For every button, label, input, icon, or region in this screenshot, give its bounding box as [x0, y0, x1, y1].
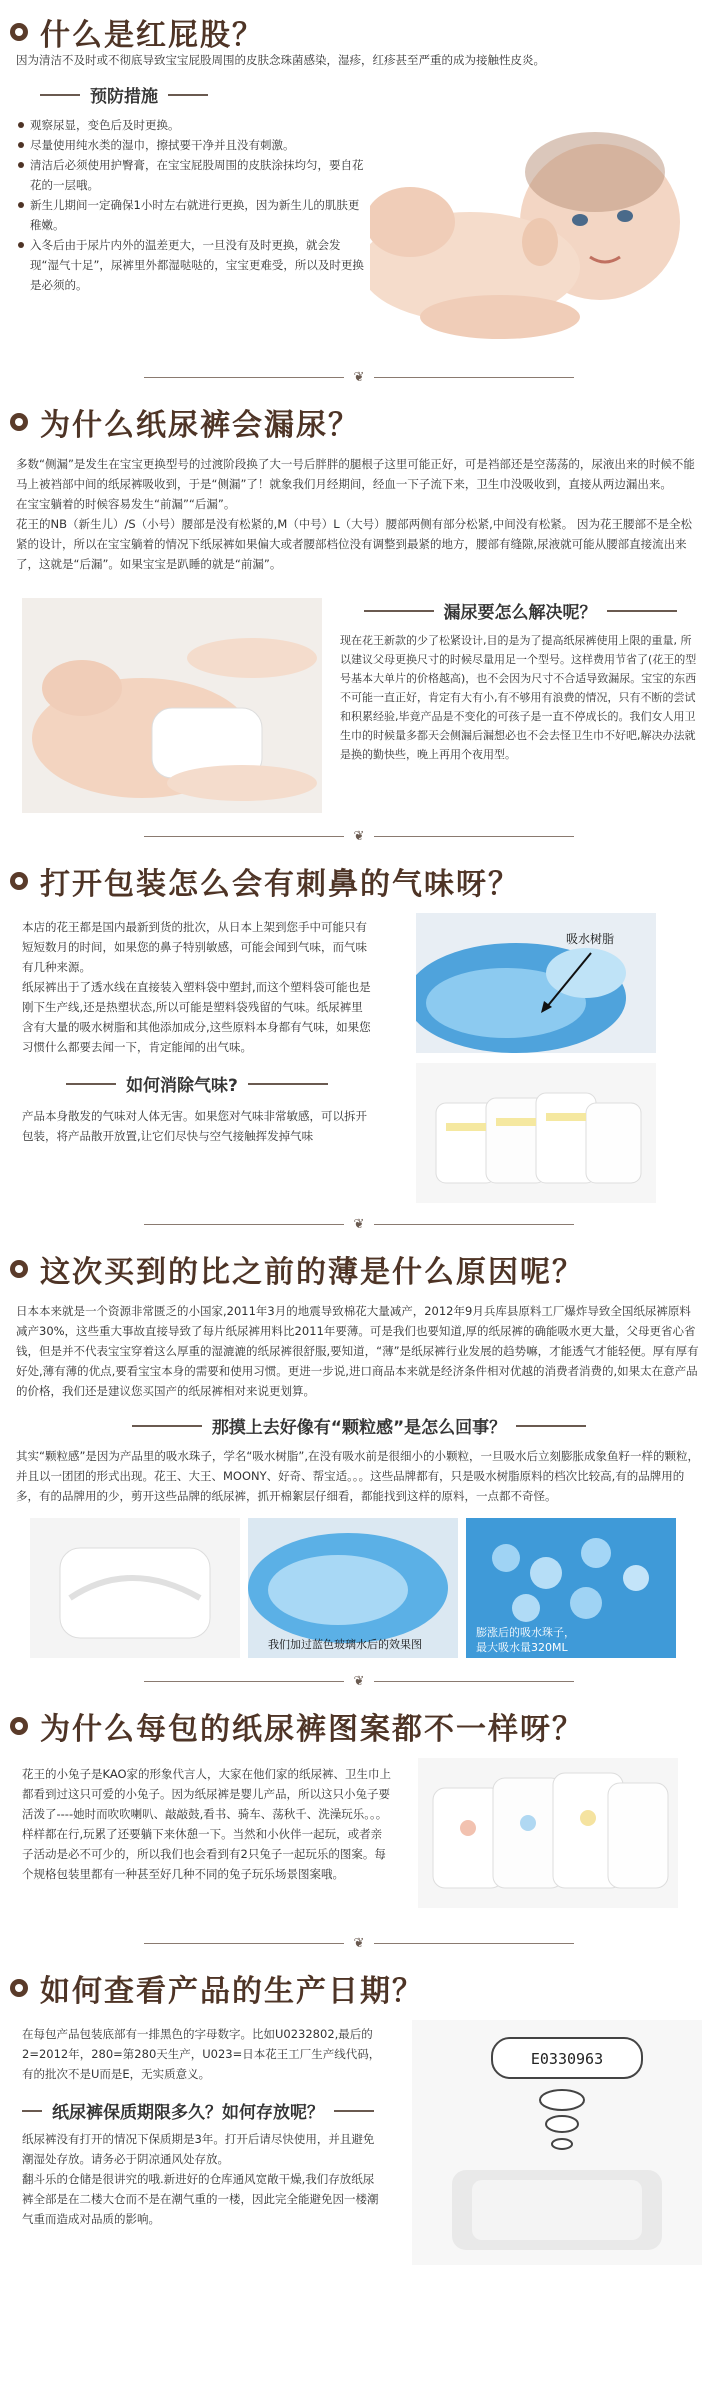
solution-subheading: 漏尿要怎么解决呢？	[340, 598, 700, 623]
section-5-body	[0, 1758, 718, 1930]
prevent-subheading: 预防措施	[40, 82, 280, 107]
paragraph: 翻斗乐的仓储是很讲究的哦.新进好的仓库通风宽敞干燥,我们存放纸尿裤全部是在二楼大仓而不是在潮气重的一楼，因此完全能避免因一楼潮气重而造成对品质的影响。	[22, 2172, 379, 2226]
package-date-photo	[412, 2020, 702, 2265]
date-text-block	[22, 2024, 382, 2229]
prevent-list	[0, 115, 366, 295]
smell-text-block	[22, 917, 372, 1146]
paragraph: 多数“侧漏”是发生在宝宝更换型号的过渡阶段换了大一号后胖胖的腿根子这里可能正好，可是裆部还是空荡荡的，尿液出来的时候不能马上被裆部中间的纸尿裤吸收到，于是“侧漏”了！就象我们月经期间，经血一下子流下来，卫生巾没吸收到，直接从两边漏出来。	[16, 457, 695, 491]
divider: ❦	[0, 1668, 718, 1694]
granule-photos	[0, 1518, 718, 1668]
thinness-text: 日本本来就是一个资源非常匮乏的小国家,2011年3月的地震导致棉花大量减产，2012年9月兵库县原料工厂爆炸导致全国纸尿裤原料减产30%，这些重大事故直接导致了每片纸尿裤用料比2011年要薄。可是我们也要知道,厚的纸尿裤的确能吸水更大量，父母更省心省钱，但是并不代表宝宝穿着这么厚重的湿漉漉的纸尿裤很舒服,要知道，“薄”是纸尿裤行业发展的趋势嘛，才能透气才能轻便。厚有厚有好处,薄有薄的优点,要看宝宝本身的需要和使用习惯。更进一步说,进口商品本来就是经济条件相对优越的消费者消费的,如果太在意产品的价格，我们还是建议您买国产的纸尿裤相对来说更划算。	[16, 1304, 699, 1398]
cut-diaper-photo	[30, 1518, 240, 1658]
bullet-circle-icon	[10, 413, 28, 431]
bullet-circle-icon	[10, 872, 28, 890]
section-1-body	[0, 82, 718, 364]
diaper-change-photo	[22, 598, 322, 813]
section-3-body	[0, 913, 718, 1211]
list-item: 尽量使用纯水类的湿巾，擦拭要干净并且没有刺激。	[16, 135, 366, 155]
section-heading: 为什么每包的纸尿裤图案都不一样呀？	[40, 1712, 584, 1747]
list-item: 观察尿显，变色后及时更换。	[16, 115, 366, 135]
divider: ❦	[0, 1930, 718, 1956]
paragraph: 纸尿裤出于了透水线在直接装入塑料袋中塑封,而这个塑料袋可能也是刚下生产线,还是热塑状态,所以可能是塑料袋残留的气味。纸尿裤里含有大量的吸水树脂和其他添加成分,这些原料本身都有气味，如果您习惯什么都要去闻一下，肯定能闻的出气味。	[22, 980, 371, 1054]
section-1-intro: 因为清洁不及时或不彻底导致宝宝屁股周围的皮肤念珠菌感染，湿疹，红疹甚至严重的成为接触性皮炎。	[16, 53, 545, 67]
bullet-circle-icon	[10, 1717, 28, 1735]
section-heading: 打开包装怎么会有刺鼻的气味呀？	[40, 867, 520, 902]
solution-text: 现在花王新款的少了松紧设计,目的是为了提高纸尿裤使用上限的重量, 所以建议父母更换尺寸的时候尽量用足一个型号。这样费用节省了(花王的型号基本大单片的价格越高)，也不会因为尺寸不合适导致漏尿。宝宝的东西不可能一直正好，肯定有大有小,有不够用有浪费的情况，只有不断的尝试和积累经验,毕竟产品是不变化的可孩子是一直不停成长的。我们女人用卫生巾的时候量多都天会侧漏后漏想必也不会去怪卫生巾不好吧,解决办法就是换的勤快些，晚上再用个夜用型。	[340, 634, 697, 761]
photo-caption: 膨涨后的吸水珠子，	[476, 1626, 575, 1639]
list-item: 清洁后必须使用护臀膏，在宝宝屁股周围的皮肤涂抹均匀，要自花花的一层哦。	[16, 155, 366, 195]
photo-caption: 最大吸水量320ML	[476, 1641, 568, 1654]
resin-label: 吸水树脂	[566, 932, 615, 946]
batch-code: E0330963	[530, 2050, 604, 2068]
paragraph: 纸尿裤没有打开的情况下保质期是3年。打开后请尽快使用，并且避免潮湿处存放。请务必于阴凉通风处存放。	[22, 2132, 375, 2166]
section-4-title	[0, 1237, 718, 1301]
baby-photo	[370, 92, 710, 362]
section-heading: 这次买到的比之前的薄是什么原因呢？	[40, 1255, 584, 1290]
photo-caption: 我们加过蓝色玻璃水后的效果图	[268, 1638, 422, 1651]
section-5-title	[0, 1694, 718, 1758]
section-heading: 什么是红屁股？	[40, 18, 264, 53]
remedy-subheading: 如何消除气味?	[22, 1071, 372, 1096]
section-2-title	[0, 390, 718, 454]
section-heading: 如何查看产品的生产日期？	[40, 1974, 424, 2009]
swollen-beads-photo	[466, 1518, 676, 1658]
section-2-text	[0, 454, 718, 574]
paragraph: 本店的花王都是国内最新到货的批次，从日本上架到您手中可能只有短短数月的时间，如果您的鼻子特别敏感，可能会闻到气味，而气味有几种来源。	[22, 920, 367, 974]
pattern-diapers-photo	[418, 1758, 678, 1908]
paragraph: 在宝宝躺着的时候容易发生“前漏”“后漏”。	[16, 497, 236, 511]
bullet-circle-icon	[10, 23, 28, 41]
diapers-stack-photo	[416, 1063, 656, 1203]
divider: ❦	[0, 364, 718, 390]
bullet-circle-icon	[10, 1979, 28, 1997]
granule-text: 其实“颗粒感”是因为产品里的吸水珠子，学名“吸水树脂”,在没有吸水前是很细小的小颗粒，一旦吸水后立刻膨胀成象鱼籽一样的颗粒，并且以一团团的形式出现。花王、大王、MOONY、好奇、帮宝适。。。这些品牌都有，只是吸水树脂原料的档次比较高,有的品牌用的多，有的品牌用的少，剪开这些品牌的纸尿裤，抓开棉絮层仔细看，都能找到这样的原料，一点都不奇怪。	[16, 1449, 699, 1503]
pattern-text: 花王的小兔子是KAO家的形象代言人，大家在他们家的纸尿裤、卫生巾上都看到过这只可爱的小兔子。因为纸尿裤是婴儿产品，所以这只小兔子要活泼了----她时而吹吹喇叭、敲敲鼓,看书、骑车、荡秋千、洗澡玩乐。。。样样都在行,玩累了还要躺下来休憩一下。当然和小伙伴一起玩，或者亲子活动是必不可少的，所以我们也会看到有2只兔子一起玩乐的图案。每个规格包装里都有一种甚至好几种不同的兔子玩乐场景图案哦。	[22, 1767, 392, 1881]
granule-subheading: 那摸上去好像有“颗粒感”是怎么回事？	[0, 1413, 718, 1438]
bullet-circle-icon	[10, 1260, 28, 1278]
section-heading: 为什么纸尿裤会漏尿？	[40, 408, 360, 443]
section-6-body	[0, 2020, 718, 2270]
section-2-body	[0, 588, 718, 823]
date-text: 在每包产品包装底部有一排黑色的字母数字。比如U0232802,最后的2=2012年，280=第280天生产，U023=日本花王工厂生产线代码，有的批次不是U而是E，无实质意义。	[22, 2027, 381, 2081]
solution-block	[340, 590, 700, 764]
section-6-title	[0, 1956, 718, 2020]
storage-subheading: 纸尿裤保质期限多久？如何存放呢？	[22, 2098, 382, 2123]
remedy-text: 产品本身散发的气味对人体无害。如果您对气味非常敏感，可以拆开包装，将产品散开放置,让它们尽快与空气接触挥发掉气味	[22, 1109, 367, 1143]
blue-water-photo	[248, 1518, 458, 1658]
divider: ❦	[0, 1211, 718, 1237]
section-3-title	[0, 849, 718, 913]
divider: ❦	[0, 823, 718, 849]
list-item: 入冬后由于尿片内外的温差更大，一旦没有及时更换，就会发现“湿气十足”，尿裤里外都湿哒哒的，宝宝更难受，所以及时更换是必须的。	[16, 235, 366, 295]
absorbent-resin-photo	[416, 913, 656, 1053]
list-item: 新生儿期间一定确保1小时左右就进行更换，因为新生儿的肌肤更稚嫩。	[16, 195, 366, 235]
paragraph: 花王的NB（新生儿）/S（小号）腰部是没有松紧的,M（中号）L（大号）腰部两侧有部分松紧,中间没有松紧。 因为花王腰部不是全松紧的设计，所以在宝宝躺着的情况下纸尿裤如果偏大或者腰部档位没有调整到最紧的地方，腰部有缝隙,尿液就可能从腰部直接流出来了，这就是“后漏”。如果宝宝是趴睡的就是“前漏”。	[16, 517, 692, 571]
